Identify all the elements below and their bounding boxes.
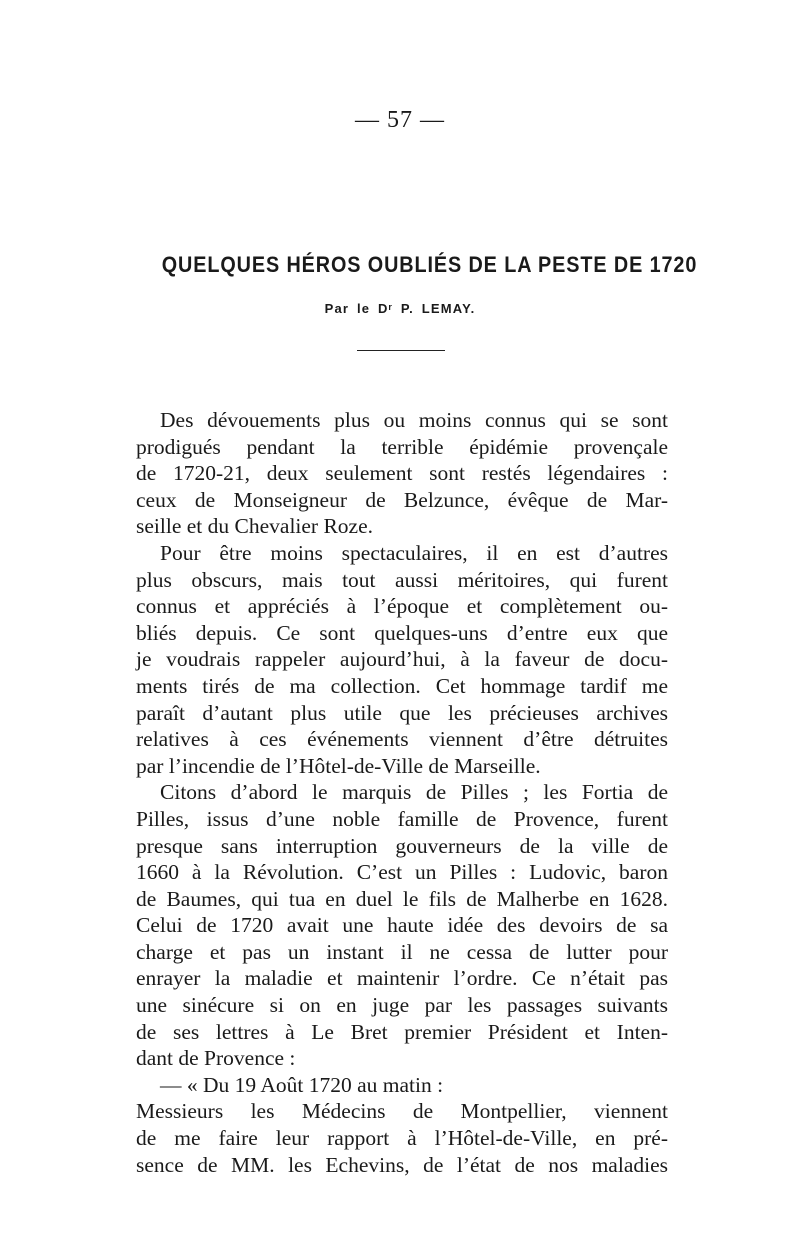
text-line: ceux de Monseigneur de Belzunce, évêque de Mar- bbox=[136, 487, 668, 512]
text-line: presque sans interruption gouverneurs de la ville de bbox=[136, 833, 668, 858]
text-line: enrayer la maladie et maintenir l’ordre. Ce n’était pas bbox=[136, 966, 668, 991]
text-line: plus obscurs, mais tout aussi méritoires, qui furent bbox=[136, 567, 668, 592]
page-number: — 57 — bbox=[355, 107, 445, 133]
text-line: une sinécure si on en juge par les passages suivants bbox=[136, 993, 668, 1018]
text-line: Messieurs les Médecins de Montpellier, viennent bbox=[136, 1099, 668, 1124]
text-line: sence de MM. les Echevins, de l’état de nos maladies bbox=[136, 1152, 668, 1177]
text-line: par l’incendie de l’Hôtel-de-Ville de Marseille. bbox=[136, 753, 541, 778]
text-line: de ses lettres à Le Bret premier Président et Inten- bbox=[136, 1019, 668, 1044]
article-body bbox=[136, 407, 668, 1178]
text-line: Pour être moins spectaculaires, il en est d’autres bbox=[160, 540, 668, 565]
text-line: Pilles, issus d’une noble famille de Provence, furent bbox=[136, 806, 668, 831]
article-title: QUELQUES HÉROS OUBLIÉS DE LA PESTE DE 1720 bbox=[161, 252, 698, 277]
text-line: charge et pas un instant il ne cessa de lutter pour bbox=[136, 939, 668, 964]
author-byline: Par le Dʳ P. LEMAY. bbox=[324, 301, 476, 316]
section-divider bbox=[357, 350, 445, 351]
text-line: relatives à ces événements viennent d’être détruites bbox=[136, 727, 668, 752]
text-line: bliés depuis. Ce sont quelques-uns d’entre eux que bbox=[136, 620, 668, 645]
text-line: seille et du Chevalier Roze. bbox=[136, 514, 374, 539]
text-line: ments tirés de ma collection. Cet hommage tardif me bbox=[136, 673, 668, 698]
text-line: de Baumes, qui tua en duel le fils de Malherbe en 1628. bbox=[136, 886, 668, 911]
text-line: de 1720-21, deux seulement sont restés légendaires : bbox=[136, 461, 668, 486]
text-line: prodigués pendant la terrible épidémie provençale bbox=[136, 434, 668, 459]
text-line: paraît d’autant plus utile que les précieuses archives bbox=[136, 700, 668, 725]
text-line: de me faire leur rapport à l’Hôtel-de-Ville, en pré- bbox=[136, 1126, 668, 1151]
text-line: Celui de 1720 avait une haute idée des devoirs de sa bbox=[136, 913, 668, 938]
text-line: je voudrais rappeler aujourd’hui, à la faveur de docu- bbox=[136, 647, 668, 672]
text-line: connus et appréciés à l’époque et complètement ou- bbox=[136, 594, 668, 619]
text-line: — « Du 19 Août 1720 au matin : bbox=[160, 1072, 444, 1097]
text-line: Des dévouements plus ou moins connus qui se sont bbox=[160, 408, 668, 432]
text-line: 1660 à la Révolution. C’est un Pilles : Ludovic, baron bbox=[136, 860, 668, 885]
text-line: dant de Provence : bbox=[136, 1046, 296, 1071]
text-line: Citons d’abord le marquis de Pilles ; les Fortia de bbox=[160, 780, 668, 805]
